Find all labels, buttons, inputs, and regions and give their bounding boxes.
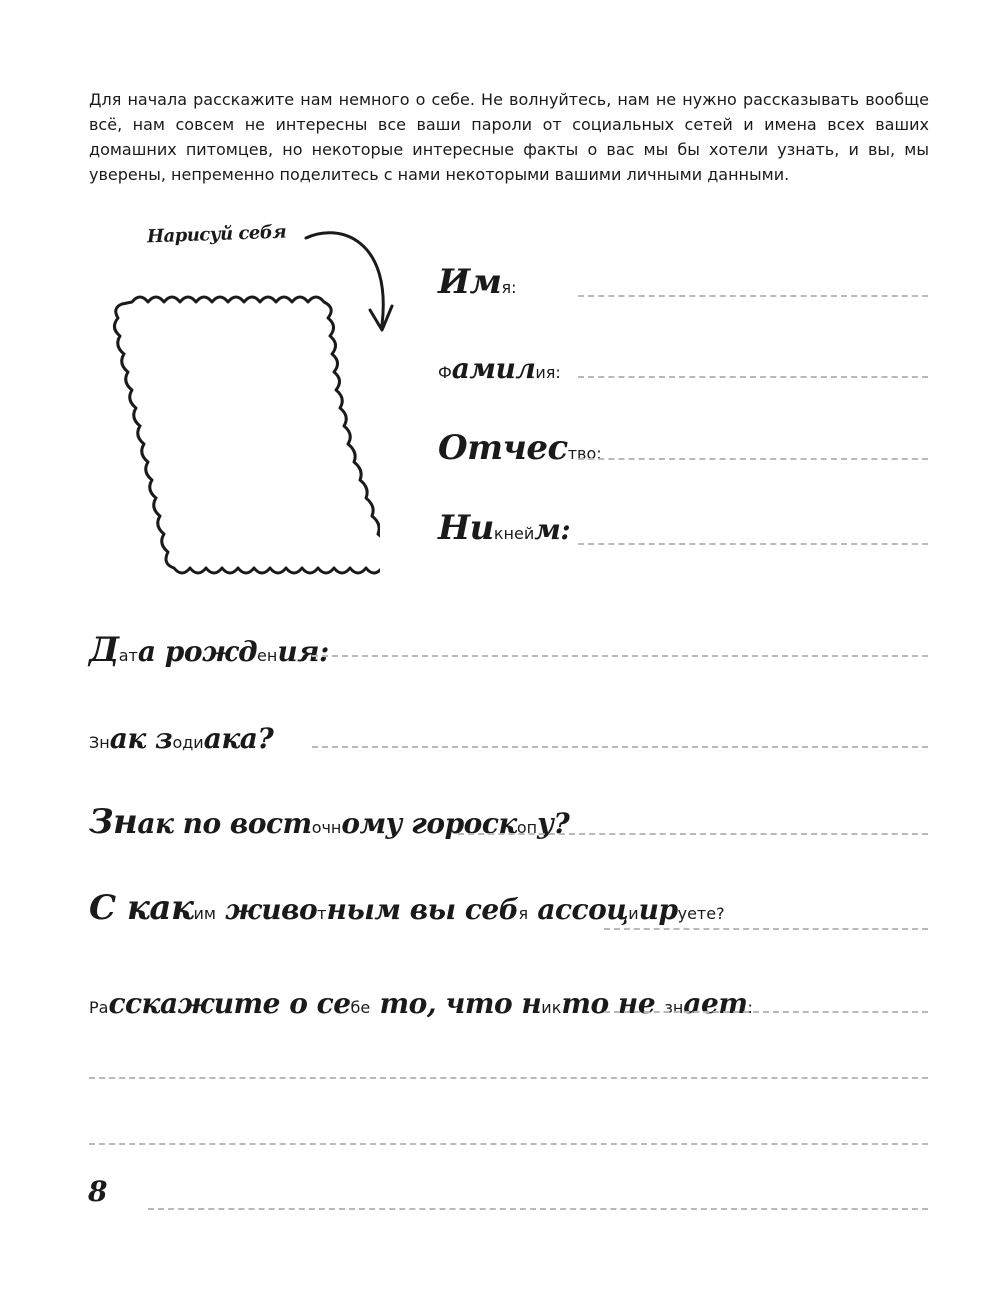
patronymic-label: Отчество: — [438, 428, 602, 468]
secret-field-line-3[interactable] — [89, 1143, 928, 1145]
draw-yourself-label: Нарисуй себя — [146, 221, 287, 248]
name-field[interactable] — [578, 295, 928, 297]
patronymic-field[interactable] — [578, 458, 928, 460]
surname-label: Фамилия: — [438, 352, 561, 385]
name-label: Имя: — [438, 262, 517, 302]
birthdate-label: Дата рождения: — [89, 630, 329, 670]
page-number: 8 — [88, 1175, 107, 1208]
drawing-frame[interactable] — [108, 288, 380, 600]
secret-field-line-2[interactable] — [89, 1077, 928, 1079]
eastern-horoscope-label: Знак по восточному гороскопу? — [89, 802, 570, 842]
surname-field[interactable] — [578, 376, 928, 378]
eastern-horoscope-field[interactable] — [458, 833, 928, 835]
zodiac-field[interactable] — [312, 746, 928, 748]
secret-field-line-1[interactable] — [604, 1011, 928, 1013]
zodiac-label: Знак зодиака? — [89, 722, 274, 755]
birthdate-field[interactable] — [312, 655, 928, 657]
secret-field-line-4[interactable] — [148, 1208, 928, 1210]
nickname-label: Никнейм: — [438, 508, 571, 548]
secret-label: Расскажите о себе то, что никто не знает: — [89, 987, 753, 1020]
intro-paragraph: Для начала расскажите нам немного о себе. Не волнуйтесь, нам не нужно рассказывать вообще всё, нам совсем не интересны все ваши пароли от социальных сетей и имена всех ваших домашних питомцев, но некоторые интересные факты о вас мы бы хотели узнать, и вы, мы уверены, непременно поделитесь с нами некоторыми вашими личными данными. — [89, 90, 929, 184]
animal-label: С каким животным вы себя ассоциируете? — [89, 888, 725, 928]
nickname-field[interactable] — [578, 543, 928, 545]
animal-field[interactable] — [604, 928, 928, 930]
